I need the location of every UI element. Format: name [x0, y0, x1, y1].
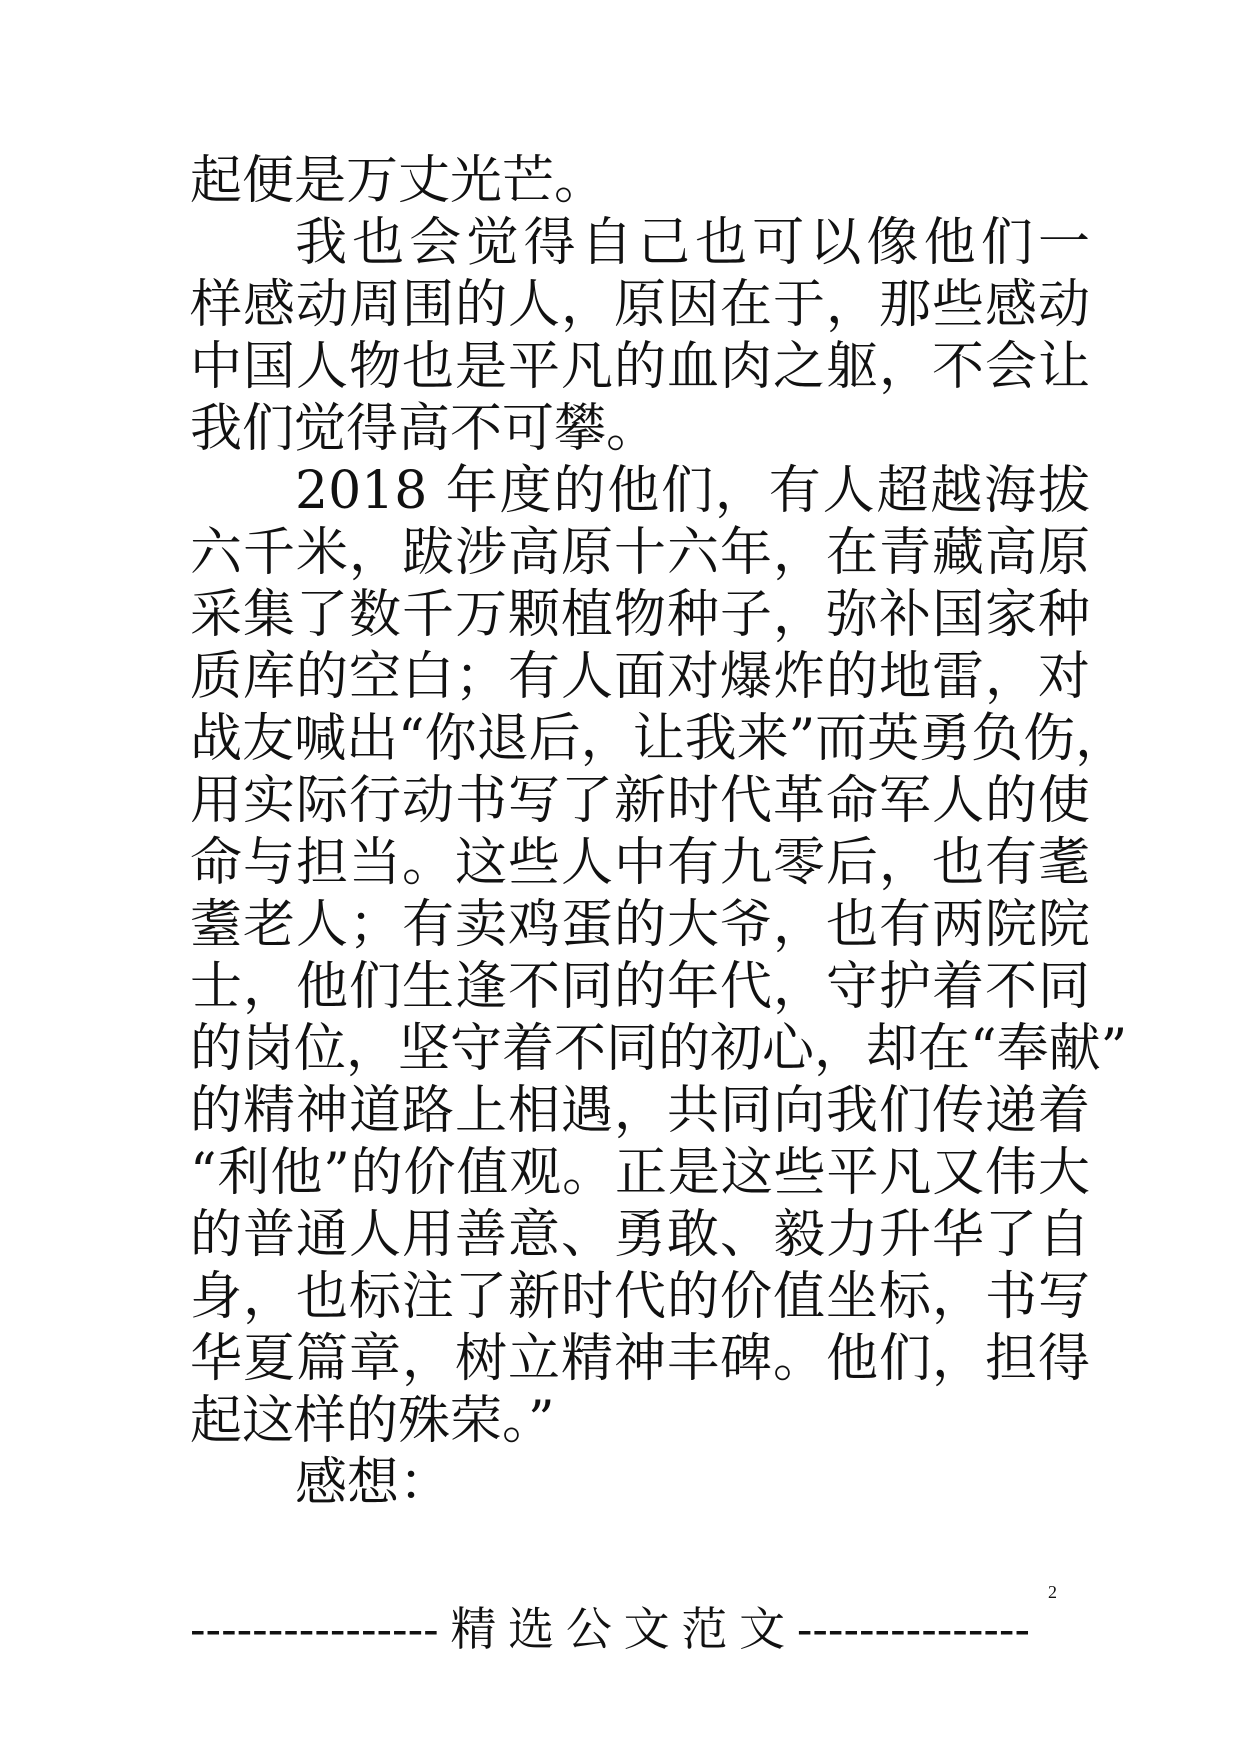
text-line-20: 华夏篇章，树立精神丰碑。他们，担得 [190, 1329, 1090, 1389]
text-line-3: 样感动周围的人，原因在于，那些感动 [190, 275, 1090, 335]
text-line-6: 2018 年度的他们，有人超越海拔 [295, 461, 1090, 521]
text-line-19: 身，也标注了新时代的价值坐标，书写 [190, 1267, 1090, 1327]
text-line-7: 六千米，跋涉高原十六年，在青藏高原 [190, 523, 1090, 583]
text-line-4: 中国人物也是平凡的血肉之躯，不会让 [190, 337, 1090, 397]
text-line-1: 起便是万丈光芒。 [190, 151, 607, 211]
text-line-9: 质库的空白；有人面对爆炸的地雷，对 [190, 647, 1090, 707]
text-line-2: 我也会觉得自己也可以像他们一 [295, 213, 1090, 273]
text-line-18: 的普通人用善意、勇敢、毅力升华了自 [190, 1205, 1090, 1265]
text-line-5: 我们觉得高不可攀。 [190, 399, 659, 459]
text-line-12: 命与担当。这些人中有九零后，也有耄 [190, 833, 1090, 893]
text-line-14: 士，他们生逢不同的年代，守护着不同 [190, 957, 1090, 1017]
footer-banner: ----------------精选公文范文--------------- [190, 1602, 1030, 1656]
page-number: 2 [1048, 1582, 1057, 1602]
text-line-8: 采集了数千万颗植物种子，弥补国家种 [190, 585, 1090, 645]
text-line-22: 感想： [295, 1453, 452, 1513]
text-line-15: 的岗位，坚守着不同的初心，却在“奉献” [190, 1019, 1128, 1079]
text-line-17: “利他”的价值观。正是这些平凡又伟大 [190, 1143, 1090, 1203]
text-line-16: 的精神道路上相遇，共同向我们传递着 [190, 1081, 1090, 1141]
body-text [190, 150, 1128, 1514]
text-line-10: 战友喊出“你退后，让我来”而英勇负伤， [190, 709, 1128, 769]
text-line-11: 用实际行动书写了新时代革命军人的使 [190, 771, 1090, 831]
text-line-21: 起这样的殊荣。” [190, 1391, 555, 1451]
text-line-13: 耋老人；有卖鸡蛋的大爷，也有两院院 [190, 895, 1090, 955]
